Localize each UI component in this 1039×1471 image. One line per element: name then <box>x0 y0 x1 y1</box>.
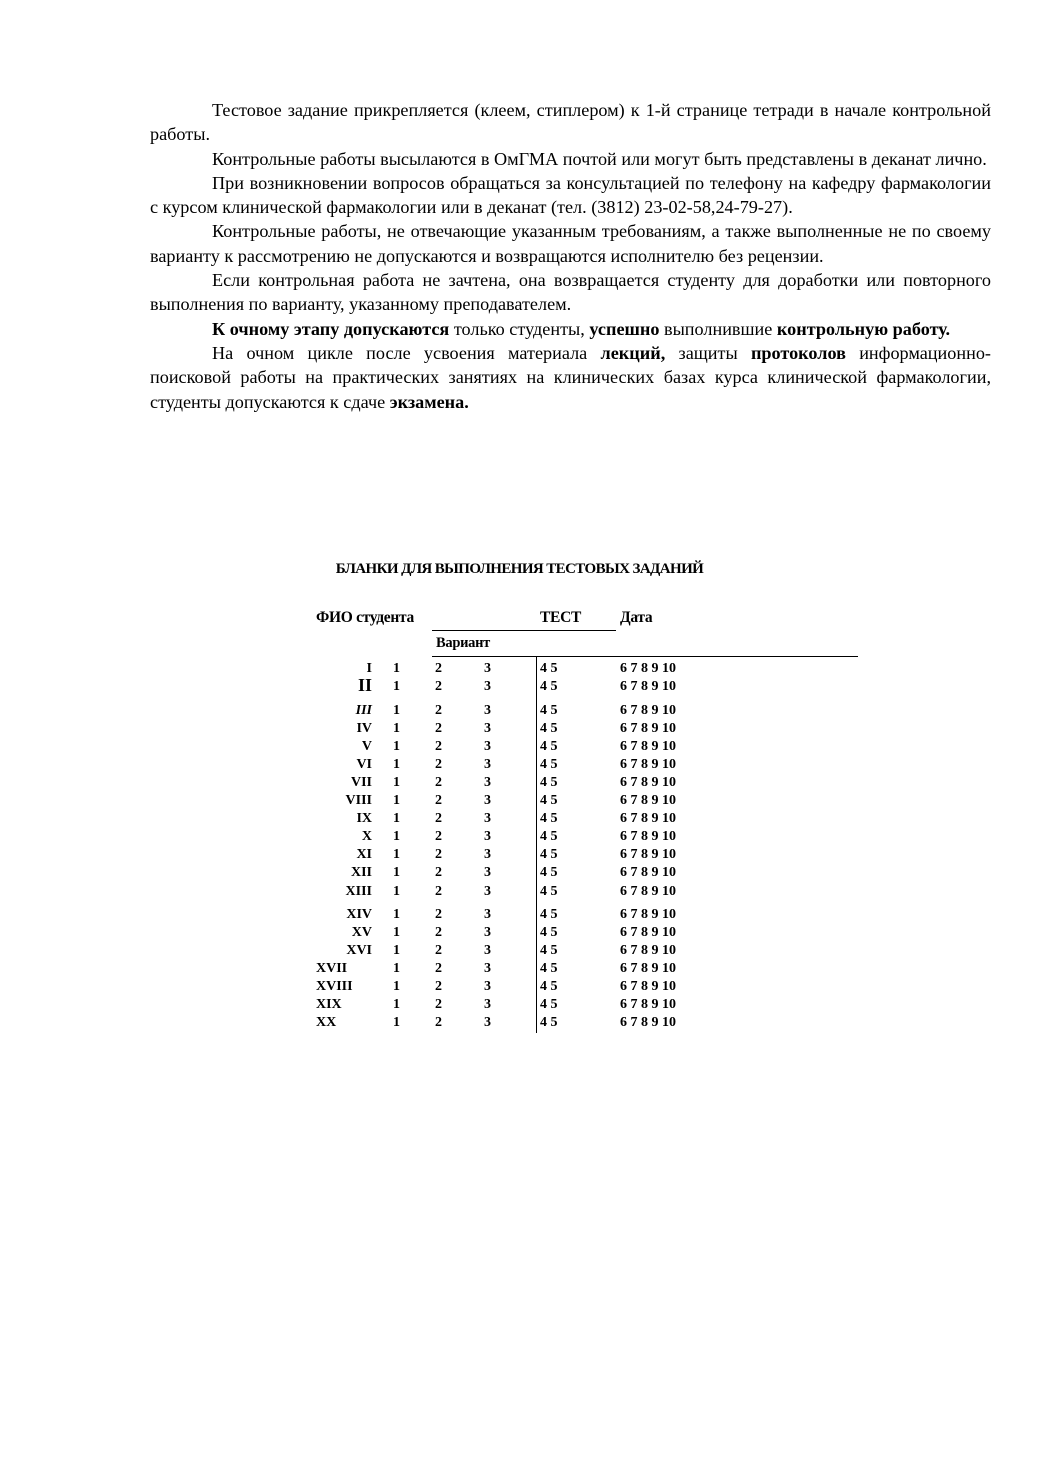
row-col-3: 3 <box>484 925 491 940</box>
row-col-6-10: 6 7 8 9 10 <box>620 739 676 754</box>
row-col-3: 3 <box>484 865 491 880</box>
row-col-1: 1 <box>393 757 400 772</box>
row-col-6-10: 6 7 8 9 10 <box>620 865 676 880</box>
row-col-1: 1 <box>393 775 400 790</box>
row-col-2: 2 <box>435 884 442 899</box>
row-col-1: 1 <box>393 661 400 676</box>
row-col-2: 2 <box>435 925 442 940</box>
test-label: ТЕСТ <box>540 609 582 626</box>
row-col-3: 3 <box>484 775 491 790</box>
row-col-3: 3 <box>484 739 491 754</box>
row-col-3: 3 <box>484 703 491 718</box>
text-run: защиты <box>665 342 751 363</box>
row-col-3: 3 <box>484 907 491 922</box>
row-col-1: 1 <box>393 1015 400 1030</box>
row-col-6-10: 6 7 8 9 10 <box>620 829 676 844</box>
row-col-6-10: 6 7 8 9 10 <box>620 811 676 826</box>
row-col-6-10: 6 7 8 9 10 <box>620 979 676 994</box>
row-col-6-10: 6 7 8 9 10 <box>620 703 676 718</box>
row-roman: IV <box>356 721 372 736</box>
row-col-6-10: 6 7 8 9 10 <box>620 1015 676 1030</box>
bold-text: экзамена. <box>389 391 469 412</box>
row-roman: VIII <box>345 793 372 808</box>
row-col-6-10: 6 7 8 9 10 <box>620 847 676 862</box>
row-col-4-5: 4 5 <box>540 847 558 862</box>
row-col-2: 2 <box>435 661 442 676</box>
row-col-6-10: 6 7 8 9 10 <box>620 793 676 808</box>
row-col-4-5: 4 5 <box>540 757 558 772</box>
row-col-6-10: 6 7 8 9 10 <box>620 961 676 976</box>
row-col-2: 2 <box>435 943 442 958</box>
row-col-6-10: 6 7 8 9 10 <box>620 884 676 899</box>
row-roman: III <box>355 703 372 718</box>
paragraph <box>150 171 991 220</box>
row-col-2: 2 <box>435 811 442 826</box>
row-col-6-10: 6 7 8 9 10 <box>620 907 676 922</box>
row-roman: XX <box>316 1015 337 1030</box>
bold-text: протоколов <box>750 342 846 363</box>
row-roman: XII <box>350 865 372 880</box>
row-col-1: 1 <box>393 829 400 844</box>
row-roman: V <box>361 739 372 754</box>
row-roman: XIV <box>346 907 372 922</box>
row-col-3: 3 <box>484 943 491 958</box>
paragraph <box>150 341 991 414</box>
row-col-2: 2 <box>435 829 442 844</box>
row-col-3: 3 <box>484 997 491 1012</box>
date-label: Дата <box>620 609 653 626</box>
row-col-4-5: 4 5 <box>540 925 558 940</box>
row-col-3: 3 <box>484 793 491 808</box>
row-col-2: 2 <box>435 997 442 1012</box>
row-col-4-5: 4 5 <box>540 997 558 1012</box>
row-col-2: 2 <box>435 757 442 772</box>
row-col-4-5: 4 5 <box>540 943 558 958</box>
row-col-6-10: 6 7 8 9 10 <box>620 679 676 694</box>
row-col-4-5: 4 5 <box>540 679 558 694</box>
row-col-4-5: 4 5 <box>540 829 558 844</box>
row-col-2: 2 <box>435 793 442 808</box>
row-roman: IX <box>356 811 372 826</box>
row-roman: XVI <box>346 943 372 958</box>
row-roman: VI <box>356 757 372 772</box>
paragraph <box>150 268 991 317</box>
row-roman: VII <box>350 775 372 790</box>
row-col-3: 3 <box>484 961 491 976</box>
row-col-4-5: 4 5 <box>540 865 558 880</box>
row-col-4-5: 4 5 <box>540 703 558 718</box>
row-col-1: 1 <box>393 943 400 958</box>
text-run: информационно-поисковой работы на практических занятиях на клинических базах курса клинической фармакологии, студенты допускаются к сдаче <box>150 342 991 412</box>
row-col-2: 2 <box>435 739 442 754</box>
row-col-2: 2 <box>435 865 442 880</box>
row-col-2: 2 <box>435 1015 442 1030</box>
fio-label: ФИО студента <box>316 609 414 626</box>
row-col-6-10: 6 7 8 9 10 <box>620 661 676 676</box>
row-col-4-5: 4 5 <box>540 793 558 808</box>
row-col-3: 3 <box>484 757 491 772</box>
row-col-6-10: 6 7 8 9 10 <box>620 943 676 958</box>
row-col-2: 2 <box>435 679 442 694</box>
row-col-3: 3 <box>484 829 491 844</box>
row-col-3: 3 <box>484 1015 491 1030</box>
row-col-2: 2 <box>435 907 442 922</box>
row-col-4-5: 4 5 <box>540 907 558 922</box>
row-col-3: 3 <box>484 811 491 826</box>
text-run: только студенты, <box>449 318 590 339</box>
row-col-4-5: 4 5 <box>540 721 558 736</box>
test-underline <box>432 630 616 631</box>
row-col-4-5: 4 5 <box>540 811 558 826</box>
paragraph <box>150 219 991 268</box>
paragraph <box>150 317 991 341</box>
text-run: На очном цикле после усвоения материала <box>212 342 601 363</box>
row-col-2: 2 <box>435 961 442 976</box>
row-col-1: 1 <box>393 884 400 899</box>
row-roman: XI <box>356 847 372 862</box>
text-run: выполнившие <box>659 318 777 339</box>
text-run: Тестовое задание прикрепляется (клеем, стиплером) к 1-й странице тетради в начале контрольной работы. <box>150 100 991 145</box>
row-col-3: 3 <box>484 679 491 694</box>
row-col-3: 3 <box>484 979 491 994</box>
row-col-3: 3 <box>484 847 491 862</box>
row-col-4-5: 4 5 <box>540 739 558 754</box>
row-col-1: 1 <box>393 865 400 880</box>
text-run: Контрольные работы, не отвечающие указанным требованиям, а также выполненные не по своему варианту к рассмотрению не допускаются и возвращаются исполнителю без рецензии. <box>150 221 991 266</box>
row-col-3: 3 <box>484 661 491 676</box>
row-col-1: 1 <box>393 721 400 736</box>
row-col-1: 1 <box>393 811 400 826</box>
bold-text: К очному этапу допускаются <box>212 318 450 339</box>
row-col-4-5: 4 5 <box>540 1015 558 1030</box>
bold-text: контрольную работу. <box>776 318 951 339</box>
column-divider <box>536 656 537 1033</box>
row-roman: XV <box>351 925 372 940</box>
instructions-text <box>150 98 991 414</box>
row-roman: I <box>366 661 372 676</box>
row-roman: XIX <box>316 997 342 1012</box>
row-col-1: 1 <box>393 679 400 694</box>
row-roman: II <box>357 675 372 695</box>
row-col-1: 1 <box>393 703 400 718</box>
row-col-3: 3 <box>484 721 491 736</box>
row-col-6-10: 6 7 8 9 10 <box>620 997 676 1012</box>
row-col-2: 2 <box>435 979 442 994</box>
paragraph <box>150 98 991 147</box>
text-run: При возникновении вопросов обращаться за консультацией по телефону на кафедру фармакологии с курсом клинической фармакологии или в деканат (тел. (3812) 23-02-58,24-79-27). <box>150 172 991 218</box>
row-col-1: 1 <box>393 793 400 808</box>
row-col-1: 1 <box>393 925 400 940</box>
row-col-6-10: 6 7 8 9 10 <box>620 925 676 940</box>
paragraph <box>150 147 991 171</box>
row-col-4-5: 4 5 <box>540 884 558 899</box>
row-col-1: 1 <box>393 979 400 994</box>
row-roman: XVIII <box>316 979 353 994</box>
row-roman: XIII <box>345 884 372 899</box>
row-roman: X <box>361 829 372 844</box>
row-col-4-5: 4 5 <box>540 661 558 676</box>
row-col-1: 1 <box>393 907 400 922</box>
header-rule <box>432 656 858 657</box>
row-col-1: 1 <box>393 961 400 976</box>
bold-text: успешно <box>589 318 660 339</box>
text-run: Если контрольная работа не зачтена, она возвращается студенту для доработки или повторного выполнения по варианту, указанному преподавателем. <box>150 270 991 315</box>
row-col-6-10: 6 7 8 9 10 <box>620 775 676 790</box>
row-col-1: 1 <box>393 739 400 754</box>
row-col-2: 2 <box>435 775 442 790</box>
variant-label: Вариант <box>436 635 490 651</box>
row-col-2: 2 <box>435 721 442 736</box>
row-col-4-5: 4 5 <box>540 775 558 790</box>
row-roman: XVII <box>316 961 348 976</box>
row-col-6-10: 6 7 8 9 10 <box>620 721 676 736</box>
bold-text: лекций, <box>600 342 666 363</box>
row-col-1: 1 <box>393 997 400 1012</box>
row-col-1: 1 <box>393 847 400 862</box>
row-col-4-5: 4 5 <box>540 979 558 994</box>
row-col-2: 2 <box>435 847 442 862</box>
row-col-2: 2 <box>435 703 442 718</box>
row-col-6-10: 6 7 8 9 10 <box>620 757 676 772</box>
row-col-3: 3 <box>484 884 491 899</box>
form-title: БЛАНКИ ДЛЯ ВЫПОЛНЕНИЯ ТЕСТОВЫХ ЗАДАНИЙ <box>335 561 704 577</box>
row-col-4-5: 4 5 <box>540 961 558 976</box>
text-run: Контрольные работы высылаются в ОмГМА почтой или могут быть представлены в деканат лично. <box>212 148 987 169</box>
